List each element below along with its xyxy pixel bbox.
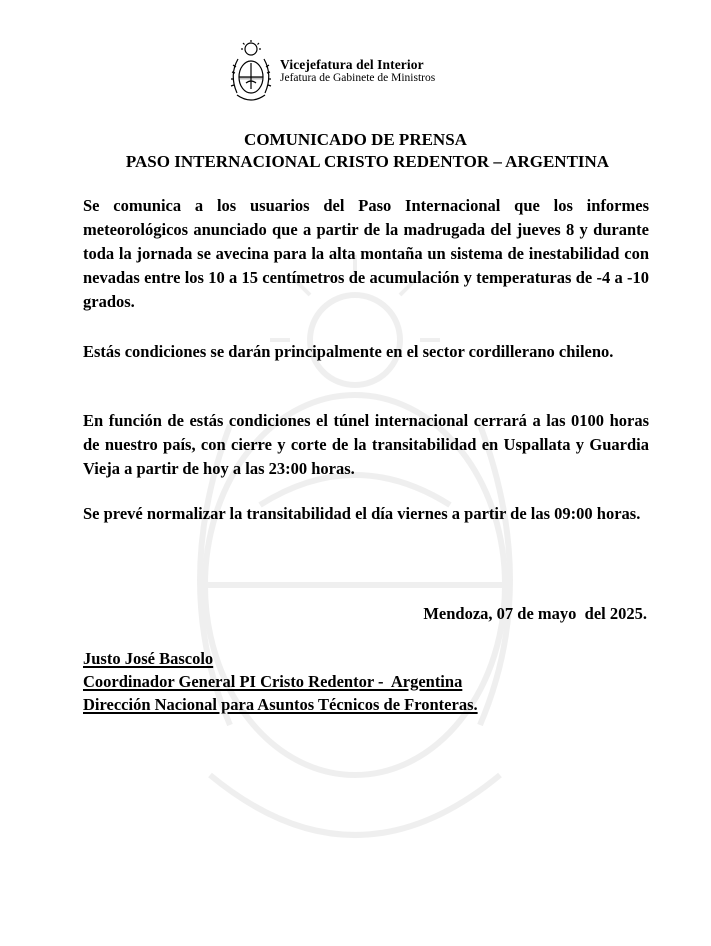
date-line: Mendoza, 07 de mayo del 2025.	[423, 604, 647, 623]
body-paragraph: Estás condiciones se darán principalmente en el sector cordillerano chileno.	[83, 342, 614, 361]
letterhead	[228, 38, 435, 108]
signatory-name: Justo José Bascolo	[83, 649, 214, 668]
letterhead-subtitle: Jefatura de Gabinete de Ministros	[280, 72, 436, 84]
signatory-office: Dirección Nacional para Asuntos Técnicos de Fronteras.	[83, 695, 478, 714]
body-paragraph: Se prevé normalizar la transitabilidad el día viernes a partir de las 09:00 horas.	[83, 504, 641, 523]
letterhead-title: Vicejefatura del Interior	[280, 57, 424, 72]
argentina-coat-of-arms-icon	[228, 39, 274, 107]
press-release-title: COMUNICADO DE PRENSA	[244, 130, 467, 149]
signatory-position: Coordinador General PI Cristo Redentor - Argentina	[83, 672, 463, 691]
press-release-subtitle: PASO INTERNACIONAL CRISTO REDENTOR – ARGENTINA	[125, 152, 610, 171]
body-paragraph: Se comunica a los usuarios del Paso Internacional que los informes meteorológicos anunciado que a partir de la madrugada del jueves 8 y durante toda la jornada se avecina para la alta montaña un sistema de inestabilidad con nevadas entre los 10 a 15 centímetros de acumulación y temperaturas de -4 a -10 grados.	[83, 196, 649, 311]
body-paragraph: En función de estás condiciones el túnel internacional cerrará a las 0100 horas de nuestro país, con cierre y corte de la transitabilidad en Uspallata y Guardia Vieja a partir de hoy a las 23:00 horas.	[83, 411, 649, 478]
signature-block	[83, 647, 478, 716]
